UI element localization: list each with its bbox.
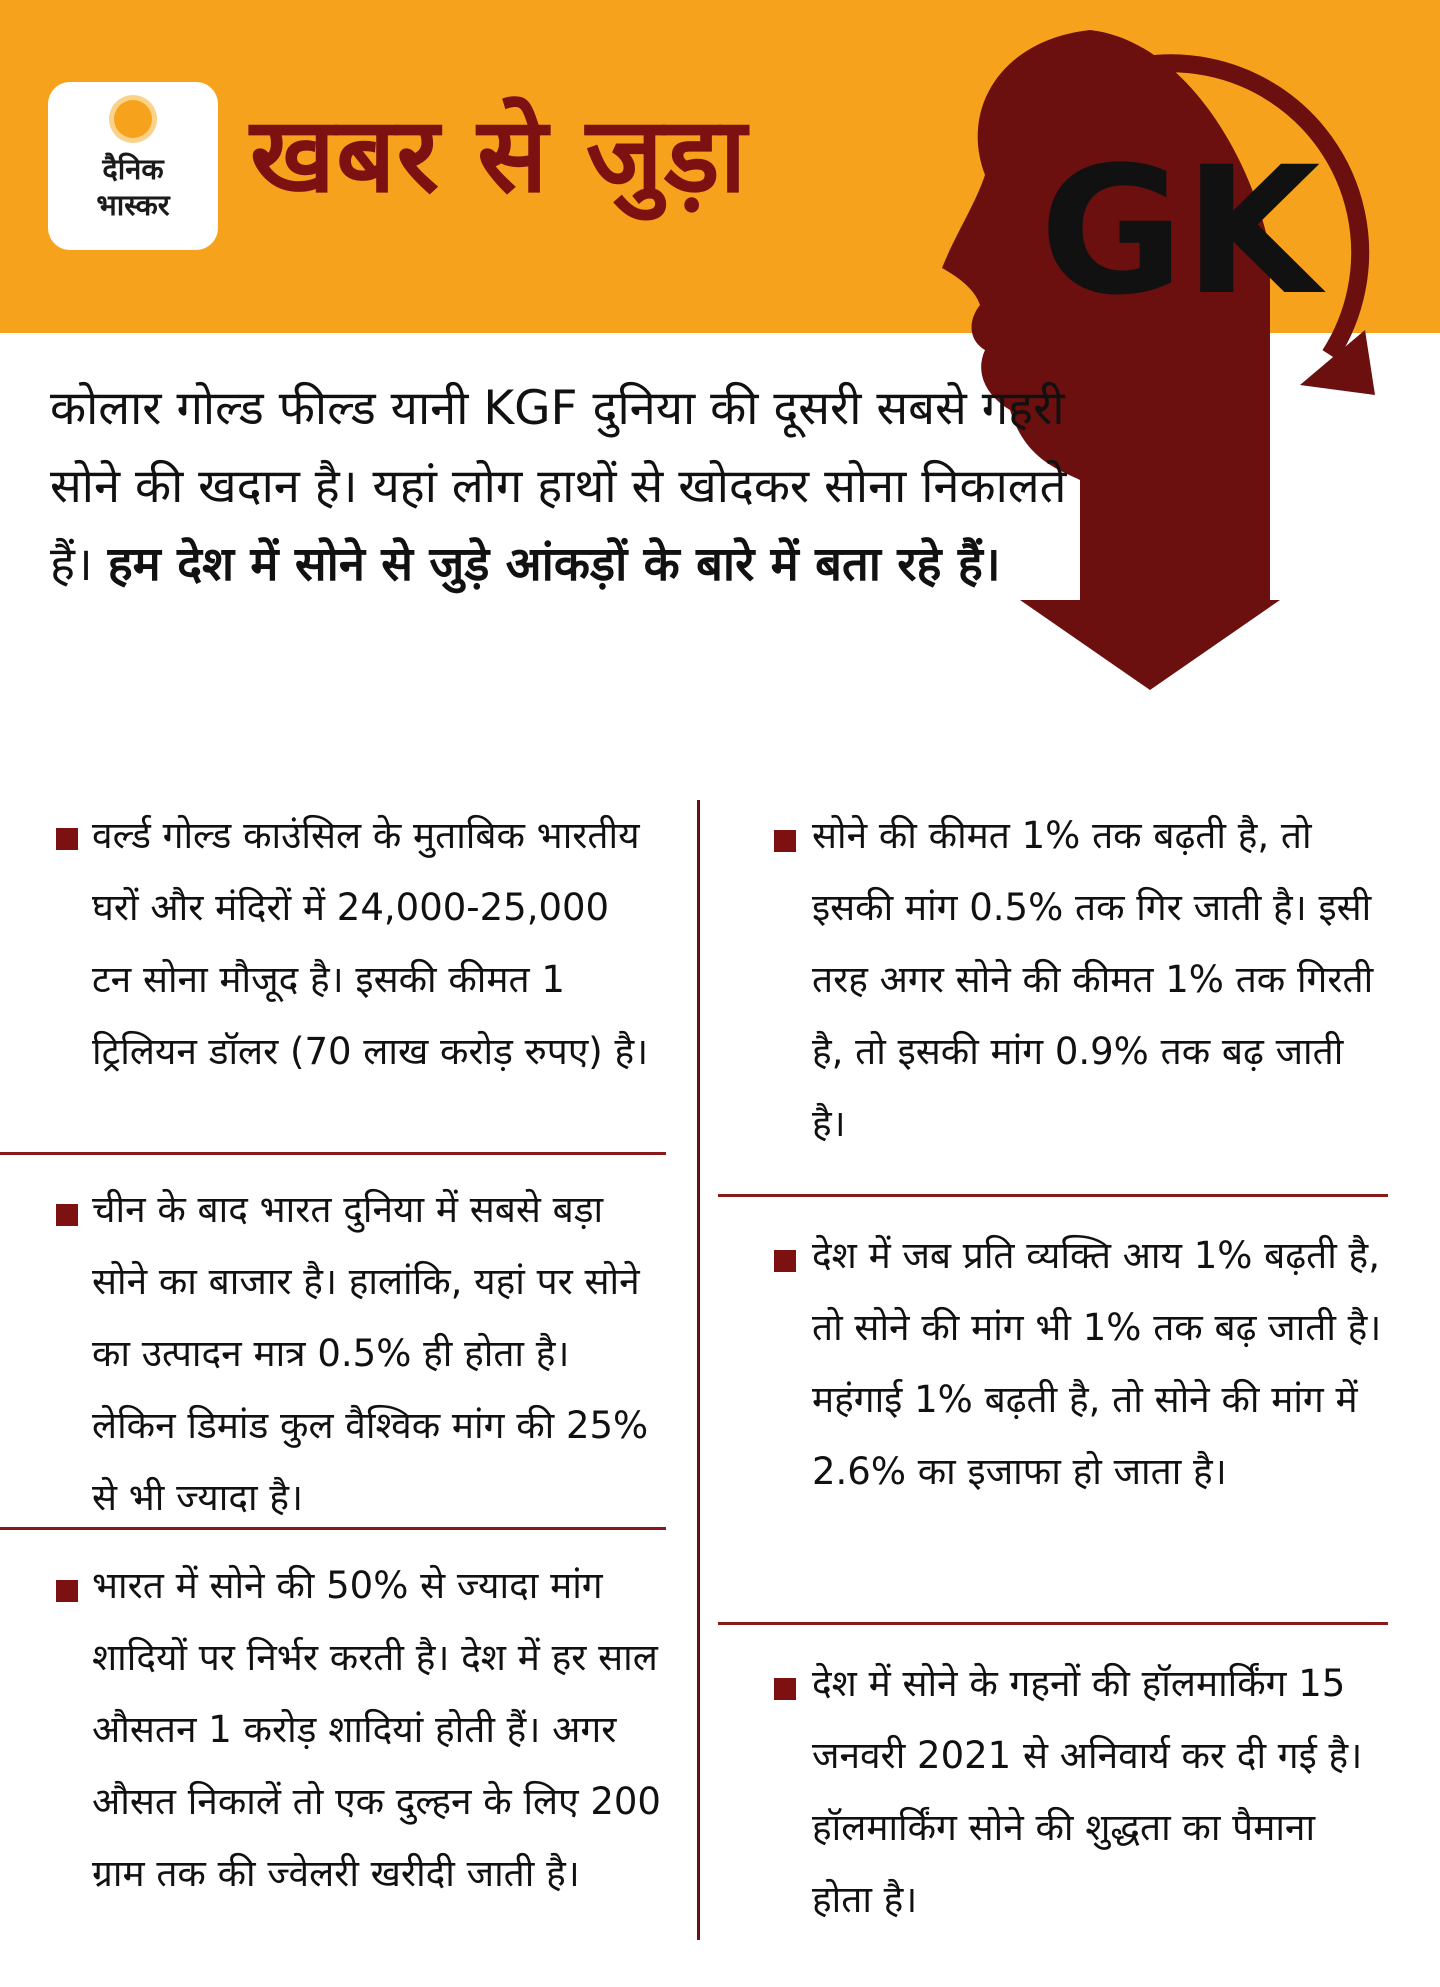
page-title: खबर से जुड़ा bbox=[250, 94, 748, 216]
square-bullet-icon bbox=[774, 1678, 796, 1700]
fact-item bbox=[0, 1174, 666, 1534]
fact-item bbox=[718, 1220, 1388, 1600]
square-bullet-icon bbox=[774, 1250, 796, 1272]
fact-divider bbox=[0, 1152, 666, 1155]
column-divider bbox=[697, 800, 700, 1940]
intro-paragraph bbox=[50, 370, 1090, 604]
square-bullet-icon bbox=[56, 1204, 78, 1226]
fact-item bbox=[718, 1648, 1388, 1948]
fact-divider bbox=[718, 1194, 1388, 1197]
square-bullet-icon bbox=[56, 1580, 78, 1602]
fact-text: वर्ल्ड गोल्ड काउंसिल के मुताबिक भारतीय घरों और मंदिरों में 24,000-25,000 टन सोना मौजूद है। इसकी कीमत 1 ट्रिलियन डॉलर (70 लाख करोड़ रुपए) है। bbox=[92, 814, 649, 1073]
fact-text: देश में जब प्रति व्यक्ति आय 1% बढ़ती है, तो सोने की मांग भी 1% तक बढ़ जाती है। महंगाई 1% बढ़ती है, तो सोने की मांग में 2.6% का इजाफा हो जाता है। bbox=[812, 1234, 1382, 1493]
square-bullet-icon bbox=[774, 830, 796, 852]
gk-badge: GK bbox=[1039, 129, 1321, 334]
intro-text: कोलार गोल्ड फील्ड यानी KGF दुनिया की दूसरी सबसे गहरी सोने की खदान है। यहां लोग हाथों से खोदकर सोना निकालते हैं। bbox=[50, 381, 1067, 592]
intro-bold-text: हम देश में सोने से जुड़े आंकड़ों के बारे में बता रहे हैं। bbox=[107, 537, 1001, 592]
fact-item bbox=[718, 790, 1388, 1160]
logo-line-1: दैनिक bbox=[102, 152, 164, 186]
fact-divider bbox=[718, 1622, 1388, 1625]
fact-text: देश में सोने के गहनों की हॉलमार्किंग 15 जनवरी 2021 से अनिवार्य कर दी गई है। हॉलमार्किंग सोने की शुद्धता का पैमाना होता है। bbox=[812, 1662, 1363, 1921]
square-bullet-icon bbox=[56, 828, 78, 850]
fact-divider bbox=[0, 1527, 666, 1530]
logo-line-2: भास्कर bbox=[96, 188, 170, 222]
fact-text: भारत में सोने की 50% से ज्यादा मांग शादियों पर निर्भर करती है। देश में हर साल औसतन 1 करोड़ शादियां होती हैं। अगर औसत निकालें तो एक दुल्हन के लिए 200 ग्राम तक की ज्वेलरी खरीदी जाती है। bbox=[92, 1564, 661, 1895]
fact-text: चीन के बाद भारत दुनिया में सबसे बड़ा सोने का बाजार है। हालांकि, यहां पर सोने का उत्पादन मात्र 0.5% ही होता है। लेकिन डिमांड कुल वैश्विक मांग की 25% से भी ज्यादा है। bbox=[92, 1188, 649, 1519]
fact-item bbox=[0, 790, 666, 1130]
fact-text: सोने की कीमत 1% तक बढ़ती है, तो इसकी मांग 0.5% तक गिर जाती है। इसी तरह अगर सोने की कीमत 1% तक गिरती है, तो इसकी मांग 0.9% तक बढ़ जाती है। bbox=[812, 814, 1374, 1145]
fact-item bbox=[0, 1550, 666, 1970]
